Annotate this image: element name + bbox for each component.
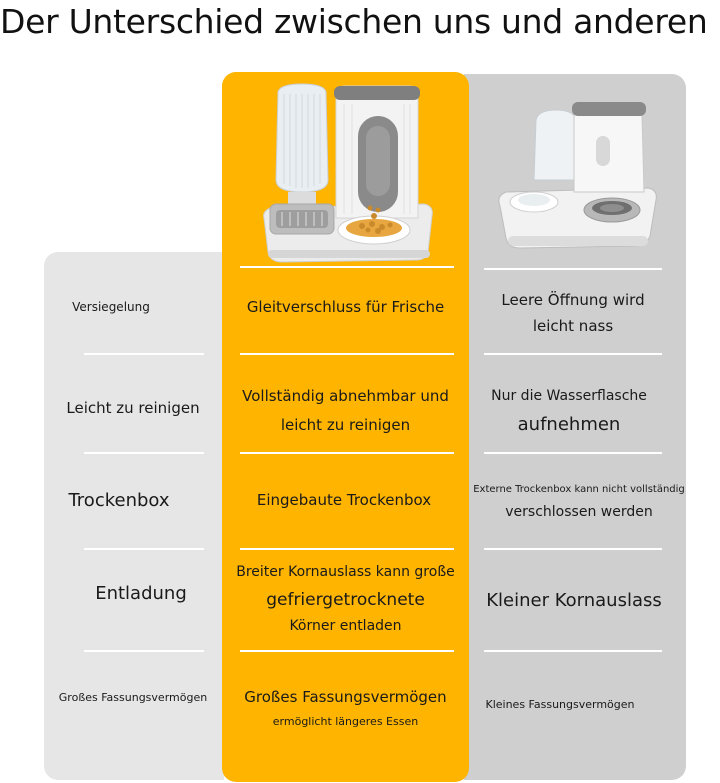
page-title: Der Unterschied zwischen uns und anderen bbox=[0, 2, 708, 41]
row-divider bbox=[484, 268, 662, 270]
feature-label-drybox: Trockenbox bbox=[68, 489, 170, 511]
row-divider bbox=[484, 353, 662, 355]
others-cleaning: Nur die Wasserflasche aufnehmen bbox=[491, 388, 647, 435]
ours-capacity: Großes Fassungsvermögen ermöglicht längeres Essen bbox=[244, 688, 447, 728]
others-discharge: Kleiner Kornauslass bbox=[486, 589, 662, 611]
ours-drybox: Eingebaute Trockenbox bbox=[256, 491, 432, 509]
our-feeder-image bbox=[258, 80, 438, 266]
row-divider bbox=[240, 650, 454, 652]
row-divider bbox=[484, 650, 662, 652]
row-divider bbox=[84, 548, 204, 550]
row-divider bbox=[484, 548, 662, 550]
feature-label-capacity: Großes Fassungsvermögen bbox=[58, 690, 208, 704]
feature-label-cleaning: Leicht zu reinigen bbox=[66, 399, 200, 417]
row-divider bbox=[240, 353, 454, 355]
feature-label-sealing: Versiegelung bbox=[72, 300, 150, 314]
row-divider bbox=[84, 353, 204, 355]
ours-sealing: Gleitverschluss für Frische bbox=[246, 298, 445, 316]
competitor-feeder-image bbox=[492, 96, 662, 258]
others-capacity: Kleines Fassungsvermögen bbox=[485, 697, 635, 711]
others-sealing: Leere Öffnung wird leicht nass bbox=[501, 291, 645, 335]
row-divider bbox=[240, 548, 454, 550]
row-divider bbox=[84, 452, 204, 454]
row-divider bbox=[240, 452, 454, 454]
row-divider bbox=[84, 650, 204, 652]
feature-label-discharge: Entladung bbox=[95, 582, 187, 604]
others-drybox: Externe Trockenbox kann nicht vollständig verschlossen werden bbox=[473, 484, 685, 520]
ours-cleaning: Vollständig abnehmbar und leicht zu reinigen bbox=[242, 387, 449, 434]
row-divider bbox=[240, 266, 454, 268]
ours-discharge: Breiter Kornauslass kann große gefriergetrocknete Körner entladen bbox=[236, 564, 455, 634]
row-divider bbox=[484, 452, 662, 454]
